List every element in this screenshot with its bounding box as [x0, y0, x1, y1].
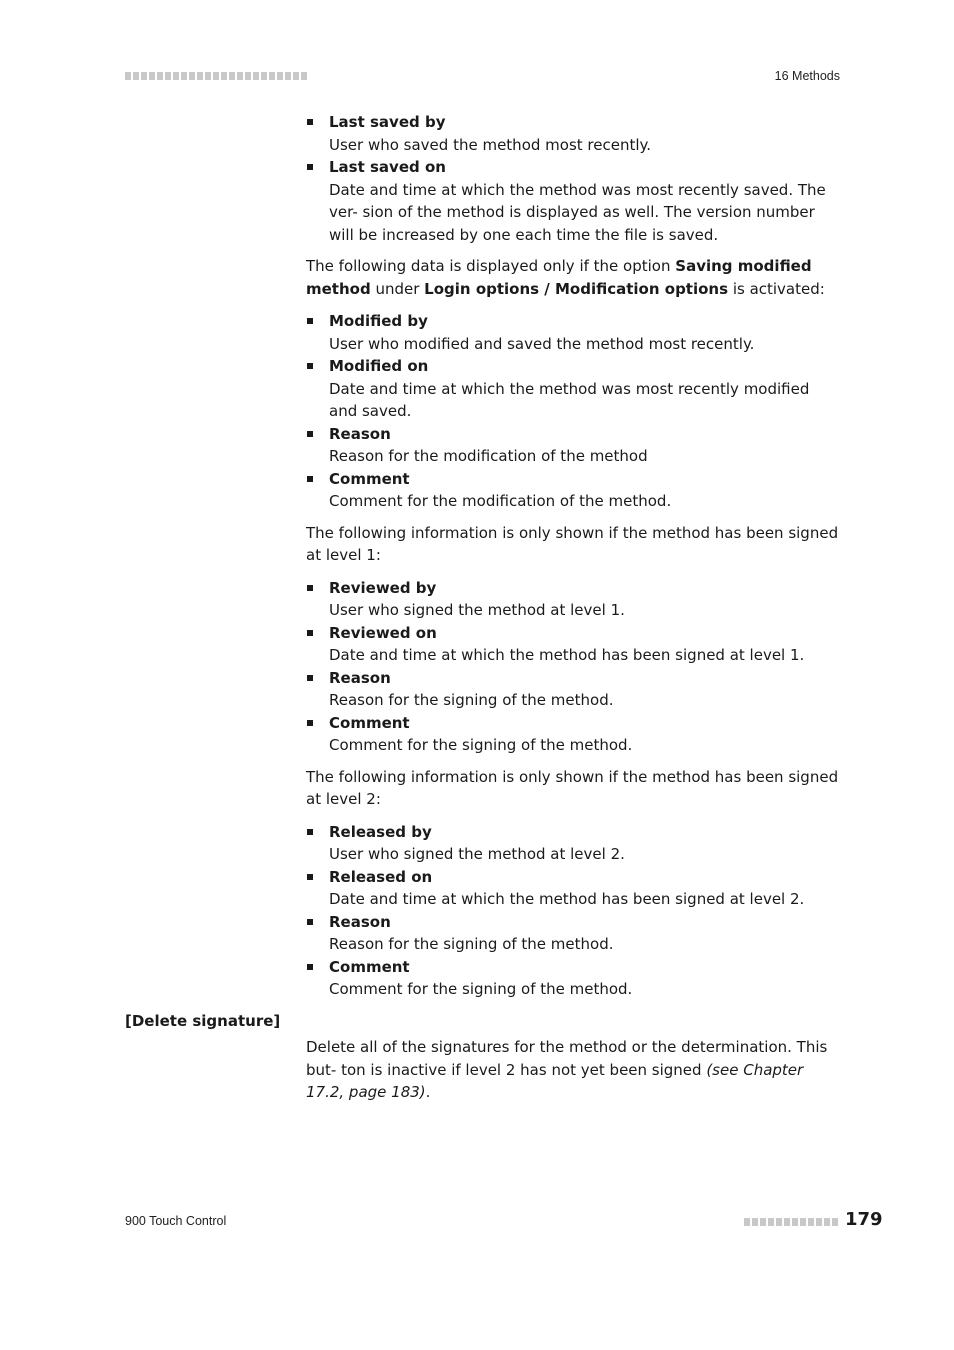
bullet-icon: [307, 874, 313, 880]
item-term: Last saved by: [329, 113, 446, 131]
bullet-icon: [307, 720, 313, 726]
item-term: Comment: [329, 469, 410, 488]
bullet-icon: [307, 919, 313, 925]
item-term: Reason: [329, 424, 391, 443]
item-term: Reason: [329, 912, 391, 931]
item-description: User who modified and saved the method most recently.: [329, 334, 755, 353]
bullet-icon: [307, 964, 313, 970]
list-item: [306, 156, 841, 246]
list-item: [306, 622, 841, 667]
para-text: is activated:: [728, 279, 825, 298]
item-description: Reason for the modification of the method: [329, 447, 648, 465]
bullet-icon: [307, 829, 313, 835]
bullet-icon: [307, 476, 313, 482]
bullet-icon: [307, 630, 313, 636]
chapter-reference: (see Chapter 17.2, page 183): [306, 1060, 804, 1101]
item-term: Comment: [329, 957, 410, 976]
list-item: [306, 911, 841, 956]
running-header-chapter: 16 Methods: [774, 69, 840, 83]
item-description: Reason for the signing of the method.: [329, 691, 614, 709]
bullet-icon: [307, 363, 313, 369]
description-text: .: [425, 1083, 431, 1101]
list-item: [306, 712, 841, 757]
list-item: [306, 577, 841, 622]
level2-signature-list: [306, 821, 841, 1001]
list-item: [306, 667, 841, 712]
list-item: [306, 310, 841, 355]
item-term: Last saved on: [329, 158, 446, 176]
level1-condition-paragraph: The following information is only shown if the method has been signed at level 1:: [306, 523, 839, 564]
item-description: Comment for the signing of the method.: [329, 736, 633, 754]
item-term: Modified on: [329, 357, 429, 375]
bullet-icon: [307, 119, 313, 125]
item-term: Modified by: [329, 312, 428, 330]
item-description: Date and time at which the method was most recently saved. The ver- sion of the method is displayed as well. The version number will be increased by one each time the file is saved.: [329, 180, 826, 244]
bullet-icon: [307, 431, 313, 437]
list-item: [306, 423, 841, 468]
item-description: Date and time at which the method has been signed at level 1.: [329, 646, 805, 664]
footer-product-name: 900 Touch Control: [125, 1214, 227, 1228]
page-number: 179: [845, 1209, 883, 1230]
item-term: Reviewed by: [329, 578, 437, 597]
last-saved-list: [306, 111, 841, 246]
delete-signature-label: [Delete signature]: [125, 1012, 281, 1030]
item-description: User who signed the method at level 2.: [329, 845, 625, 863]
item-term: Released on: [329, 867, 433, 886]
list-item: [306, 468, 841, 513]
list-item: [306, 111, 841, 156]
list-item: [306, 866, 841, 911]
item-description: Date and time at which the method has been signed at level 2.: [329, 890, 805, 908]
modification-list: [306, 310, 841, 513]
item-description: User who signed the method at level 1.: [329, 601, 625, 619]
item-term: Reviewed on: [329, 623, 437, 642]
item-term: Reason: [329, 668, 391, 687]
bullet-icon: [307, 675, 313, 681]
list-item: [306, 821, 841, 866]
description-text: Delete all of the signatures for the method or the determination. This but- ton is inactive if level 2 has not yet been signed: [306, 1038, 828, 1079]
main-content: [306, 111, 841, 1001]
item-term: Released by: [329, 822, 432, 841]
delete-signature-description: [306, 1036, 841, 1104]
list-item: [306, 355, 841, 423]
item-description: Reason for the signing of the method.: [329, 935, 614, 953]
item-description: Date and time at which the method was most recently modified and saved.: [329, 379, 810, 420]
bullet-icon: [307, 164, 313, 170]
header-decoration: [125, 72, 307, 80]
item-description: User who saved the method most recently.: [329, 135, 652, 154]
footer-decoration: [744, 1218, 840, 1226]
item-term: Comment: [329, 713, 410, 732]
item-description: Comment for the modification of the method.: [329, 492, 672, 510]
bullet-icon: [307, 318, 313, 324]
level1-signature-list: [306, 577, 841, 757]
level2-condition-paragraph: The following information is only shown if the method has been signed at level 2:: [306, 767, 839, 808]
item-description: Comment for the signing of the method.: [329, 980, 633, 998]
para-text: under: [370, 279, 425, 298]
list-item: [306, 956, 841, 1001]
bullet-icon: [307, 585, 313, 591]
para-text: The following data is displayed only if the option: [306, 257, 676, 275]
option-name: Saving modified method: [306, 257, 812, 298]
modification-condition-paragraph: [306, 255, 841, 300]
menu-path: Login options / Modification options: [424, 279, 729, 298]
